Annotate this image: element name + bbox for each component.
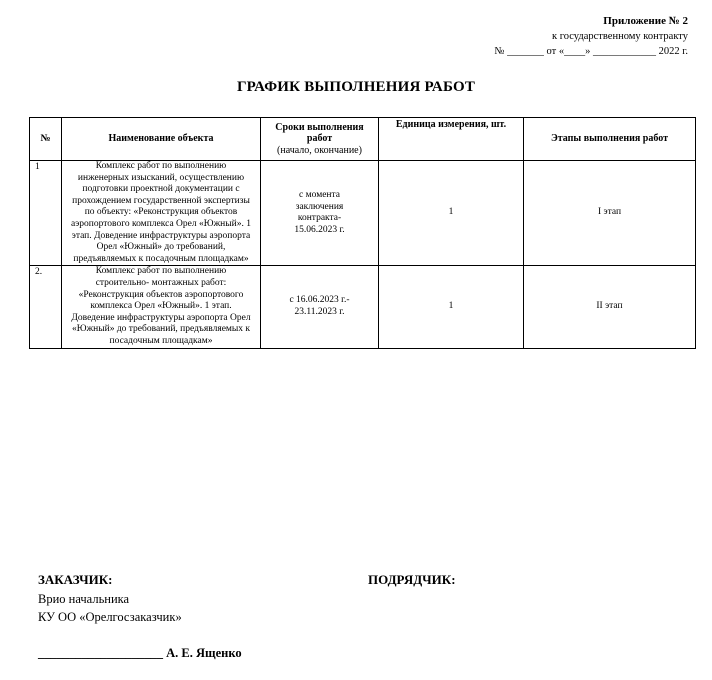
contractor-label: ПОДРЯДЧИК: (368, 572, 456, 587)
header-unit: Единица измерения, шт. (379, 118, 524, 161)
table-row (30, 266, 696, 348)
header-dates-note: (начало, окончание) (277, 144, 362, 156)
row-stage: II этап (524, 266, 696, 348)
table-header-row (30, 118, 696, 161)
appendix-contract-number: № _______ от «____» ____________ 2022 г. (494, 46, 688, 57)
row-unit: 1 (379, 266, 524, 348)
row-dates: с момента заключения контракта- 15.06.2023 г. (261, 161, 379, 266)
row-name: Комплекс работ по выполнению строительно- монтажных работ: «Реконструкция объектов аэропортового комплекса Орел «Южный». 1 этап. Доведение инфраструктуры аэропорта Орел «Южный» до требований, предъявляемых к посадочным площадкам» (62, 266, 261, 348)
header-stages: Этапы выполнения работ (524, 118, 696, 161)
row-num: 2. (30, 266, 62, 348)
table-row (30, 161, 696, 266)
row-stage: I этап (524, 161, 696, 266)
customer-organization: КУ ОО «Орелгосзаказчик» (38, 610, 182, 624)
appendix-header (495, 14, 688, 59)
customer-position: Врио начальника (38, 592, 130, 606)
work-schedule-table (29, 117, 696, 349)
row-unit: 1 (379, 161, 524, 266)
row-name: Комплекс работ по выполнению инженерных изысканий, осуществлению подготовки проектной документации с прохождением государственной экспертизы по объекту: «Реконструкция объектов аэропортового комплекса Орел «Южный». 1 этап. Доведение инфраструктуры аэропорта Орел «Южный» до требований, предъявляемых к посадочным площадкам» (62, 161, 261, 266)
appendix-contract-ref: к государственному контракту (552, 31, 688, 42)
header-dates (261, 118, 379, 161)
appendix-title: Приложение № 2 (603, 15, 688, 27)
customer-label: ЗАКАЗЧИК: (38, 572, 113, 587)
header-name: Наименование объекта (62, 118, 261, 161)
header-num: № (30, 118, 62, 161)
row-dates: с 16.06.2023 г.- 23.11.2023 г. (261, 266, 379, 348)
document-title: ГРАФИК ВЫПОЛНЕНИЯ РАБОТ (236, 79, 476, 95)
header-dates-title: Сроки выполнения работ (275, 121, 364, 145)
row-num: 1 (30, 161, 62, 266)
customer-signature-line: ____________________ А. Е. Ященко (38, 646, 242, 660)
